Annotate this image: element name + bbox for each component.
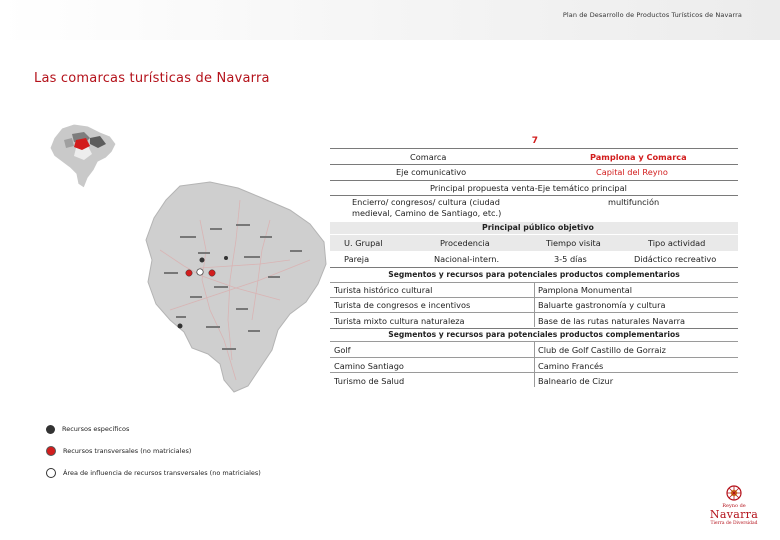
locator-map xyxy=(44,122,124,192)
segment-resource: Balneario de Cizur xyxy=(538,376,614,386)
segment-row xyxy=(330,358,738,373)
transversal-resource-icon xyxy=(46,446,56,456)
legend-item xyxy=(46,418,261,440)
legend-item xyxy=(46,462,261,484)
publico-header: Principal público objetivo xyxy=(482,223,594,232)
publico-value-procedencia: Nacional-intern. xyxy=(434,254,500,264)
segment-resource: Club de Golf Castillo de Gorraiz xyxy=(538,345,666,355)
legend-label: Área de influencia de recursos transversales (no matriciales) xyxy=(63,469,261,477)
logo-small-text: Reyno de xyxy=(722,503,746,509)
transversal-resource-marker xyxy=(209,270,215,276)
segment-resource: Baluarte gastronomía y cultura xyxy=(538,300,666,310)
publico-column-procedencia: Procedencia xyxy=(440,238,490,248)
segment-resource: Base de las rutas naturales Navarra xyxy=(538,316,685,326)
segment-row xyxy=(330,313,738,328)
publico-column-tiempo: Tiempo visita xyxy=(546,238,601,248)
segment-row xyxy=(330,342,738,357)
influence-area-icon xyxy=(46,468,56,478)
influence-area-marker xyxy=(197,269,203,275)
comarca-number: 7 xyxy=(531,136,538,146)
segment-name: Golf xyxy=(334,345,351,355)
propuesta-right: multifunción xyxy=(608,197,660,207)
section-title: Las comarcas turísticas de Navarra xyxy=(34,71,270,86)
publico-column-grupal: U. Grupal xyxy=(344,238,383,248)
specific-resource-marker xyxy=(200,258,205,263)
divider xyxy=(330,267,738,268)
propuesta-left: Encierro/ congresos/ cultura (ciudad medieval, Camino de Santiago, etc.) xyxy=(352,197,502,218)
segment-name: Turista histórico cultural xyxy=(334,285,433,295)
publico-value-grupal: Pareja xyxy=(344,254,370,264)
segments-header-1: Segmentos y recursos para potenciales productos complementarios xyxy=(388,270,680,279)
region-map xyxy=(140,180,330,395)
legend-item xyxy=(46,440,261,462)
segment-name: Camino Santiago xyxy=(334,361,404,371)
specific-resource-marker xyxy=(224,256,228,260)
segments-header-2: Segmentos y recursos para potenciales productos complementarios xyxy=(388,330,680,339)
region-map-shape xyxy=(146,182,326,392)
document-title: Plan de Desarrollo de Productos Turísticos de Navarra xyxy=(562,11,742,19)
eje-value: Capital del Reyno xyxy=(596,167,668,177)
publico-column-tipo: Tipo actividad xyxy=(648,238,706,248)
divider xyxy=(330,148,738,149)
segment-name: Turista mixto cultura naturaleza xyxy=(334,316,465,326)
eje-label: Eje comunicativo xyxy=(396,167,467,177)
publico-value-tipo: Didáctico recreativo xyxy=(634,254,717,264)
logo-tagline: Tierra de Diversidad xyxy=(710,521,758,526)
segment-resource: Pamplona Monumental xyxy=(538,285,633,295)
segment-name: Turista de congresos e incentivos xyxy=(334,300,471,310)
publico-value-tiempo: 3-5 días xyxy=(554,254,587,264)
divider xyxy=(330,328,738,329)
segment-name: Turismo de Salud xyxy=(334,376,405,386)
segment-row xyxy=(330,283,738,298)
segment-resource: Camino Francés xyxy=(538,361,604,371)
specific-resource-marker xyxy=(178,324,183,329)
logo-big-text: Navarra xyxy=(709,508,759,521)
segment-row xyxy=(330,373,738,388)
propuesta-header: Principal propuesta venta-Eje temático principal xyxy=(430,183,627,193)
logo-emblem-icon xyxy=(725,484,743,502)
comarca-label: Comarca xyxy=(410,152,447,162)
segment-row xyxy=(330,298,738,313)
specific-resource-icon xyxy=(46,425,55,434)
comarca-value: Pamplona y Comarca xyxy=(590,152,687,162)
legend-label: Recursos específicos xyxy=(62,425,130,433)
transversal-resource-marker xyxy=(186,270,192,276)
reyno-de-navarra-logo xyxy=(702,484,766,536)
map-legend xyxy=(46,418,261,484)
legend-label: Recursos transversales (no matriciales) xyxy=(63,447,192,455)
header-band xyxy=(0,0,780,40)
